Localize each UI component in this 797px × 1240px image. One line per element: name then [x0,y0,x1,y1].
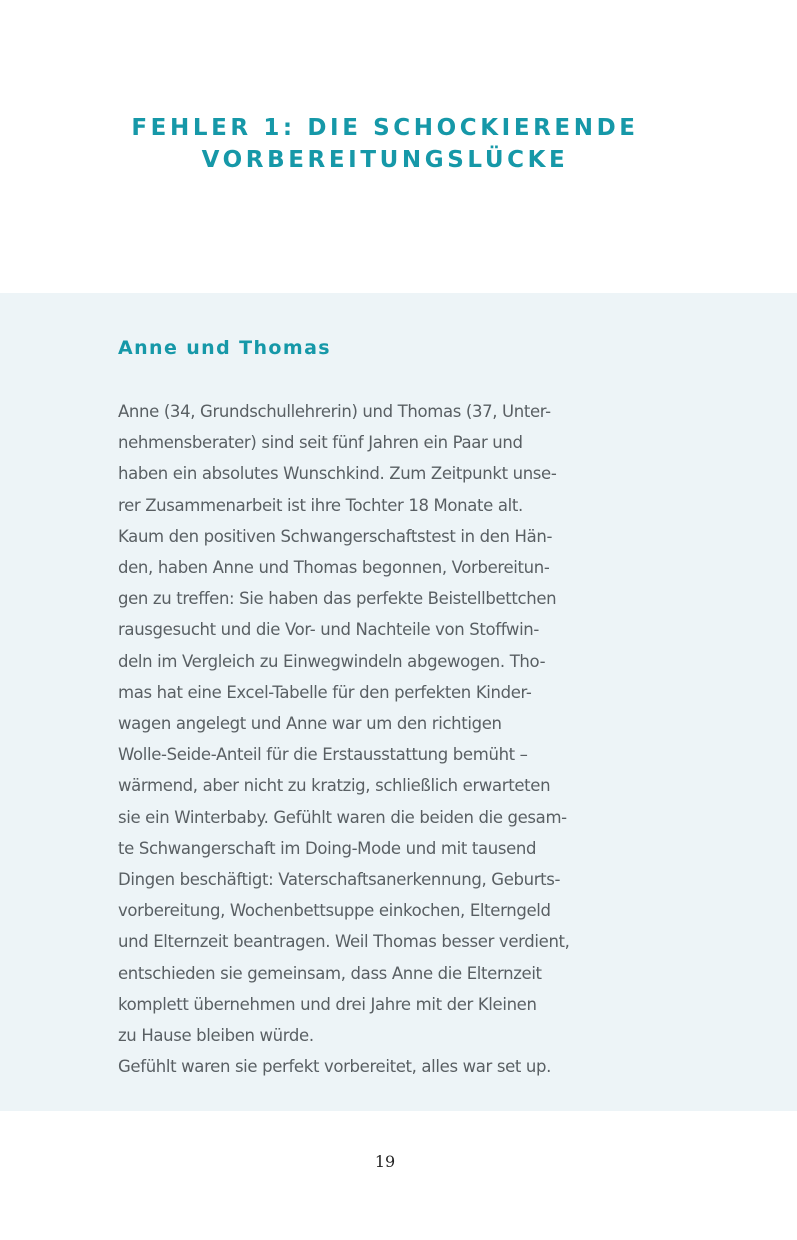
text-line: Gefühlt waren sie perfekt vorbereitet, alles war set up. [118,1057,552,1077]
text-line: Anne (34, Grundschullehrerin) und Thomas (37, Unter- [118,402,551,421]
text-line: sie ein Winterbaby. Gefühlt waren die beiden die gesam- [118,807,567,827]
text-line: den, haben Anne und Thomas begonnen, Vorbereitun- [118,558,550,578]
text-line: komplett übernehmen und drei Jahre mit der Kleinen [118,994,537,1014]
text-line: entschieden sie gemeinsam, dass Anne die Elternzeit [118,963,542,983]
text-line: zu Hause bleiben würde. [118,1026,314,1046]
text-line: Kaum den positiven Schwangerschaftstest in den Hän- [118,526,553,546]
text-line: wagen angelegt und Anne war um den richtigen [118,714,502,734]
text-line: deln im Vergleich zu Einwegwindeln abgewogen. Tho- [118,651,546,671]
text-line: vorbereitung, Wochenbettsuppe einkochen, Elterngeld [118,901,551,921]
text-line: Wolle-Seide-Anteil für die Erstausstattung bemüht – [118,745,528,765]
page-number: 19 [374,1152,396,1171]
text-line: rer Zusammenarbeit ist ihre Tochter 18 Monate alt. [118,495,523,515]
text-line: rausgesucht und die Vor- und Nachteile von Stoffwin- [118,620,540,640]
chapter-title-line: VORBEREITUNGSLÜCKE [201,147,569,173]
text-line: und Elternzeit beantragen. Weil Thomas besser verdient, [118,932,570,952]
text-line: haben ein absolutes Wunschkind. Zum Zeitpunkt unse- [118,464,557,484]
text-line: te Schwangerschaft im Doing-Mode und mit tausend [118,838,537,858]
case-study-text [118,396,678,1082]
chapter-title [0,112,770,176]
text-line: wärmend, aber nicht zu kratzig, schließlich erwarteten [118,776,551,796]
text-line: Dingen beschäftigt: Vaterschaftsanerkennung, Geburts- [118,870,561,890]
case-study-heading: Anne und Thomas [118,337,331,359]
text-line: mas hat eine Excel-Tabelle für den perfekten Kinder- [118,682,532,702]
text-line: nehmensberater) sind seit fünf Jahren ein Paar und [118,433,523,453]
text-line: gen zu treffen: Sie haben das perfekte Beistellbettchen [118,589,557,609]
chapter-title-line: FEHLER 1: DIE SCHOCKIERENDE [131,115,639,141]
